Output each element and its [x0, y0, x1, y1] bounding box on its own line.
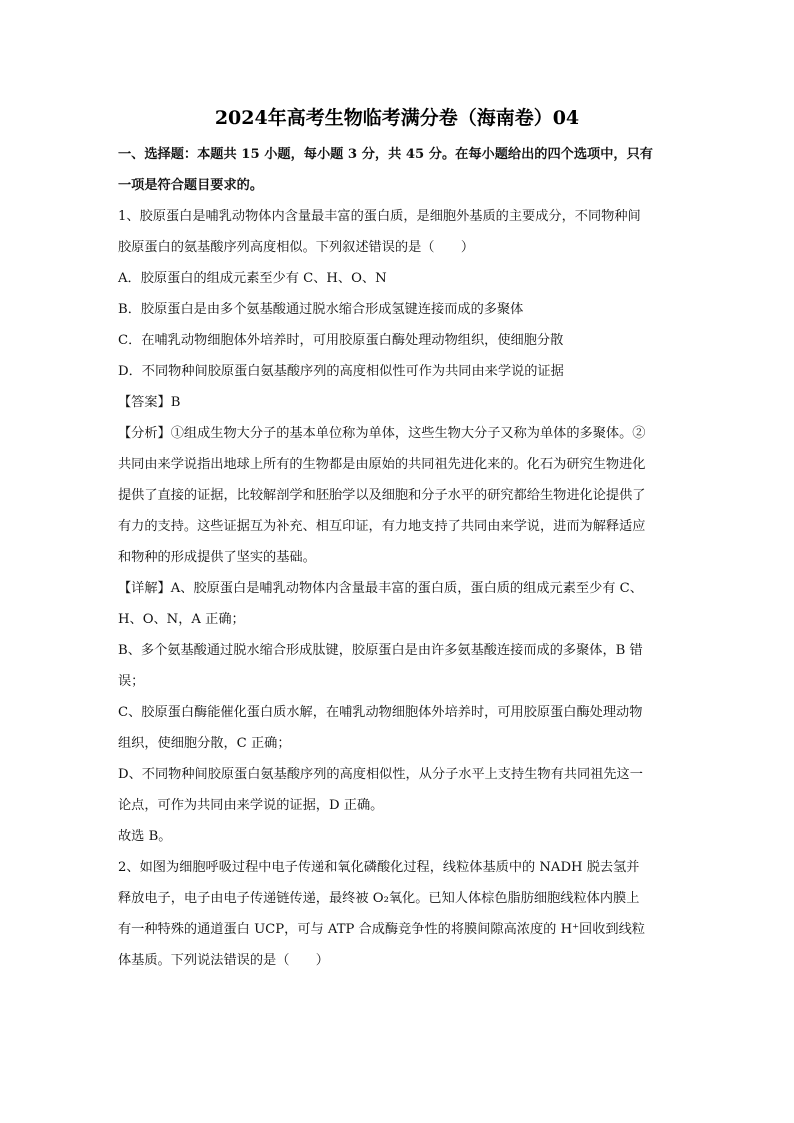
- question-2-stem-line-2: 释放电子，电子由电子传递链传递，最终被 O₂氧化。已知人体棕色脂肪细胞线粒体内膜上: [118, 891, 640, 906]
- question-2-stem-line-3: 有一种特殊的通道蛋白 UCP，可与 ATP 合成酶竞争性的将膜间隙高浓度的 H⁺回收到线粒: [118, 922, 645, 937]
- section-heading-line-2: 一项是符合题目要求的。: [118, 178, 264, 193]
- analysis-line-4: 有力的支持。这些证据互为补充、相互印证，有力地支持了共同由来学说，进而为解释适应: [118, 519, 646, 534]
- question-2-stem-line-1: 2、如图为细胞呼吸过程中电子传递和氧化磷酸化过程，线粒体基质中的 NADH 脱去氢并: [118, 860, 640, 875]
- detail-line-8: 论点，可作为共同由来学说的证据，D 正确。: [118, 798, 384, 813]
- question-1-stem-line-2: 胶原蛋白的氨基酸序列高度相似。下列叙述错误的是（ ）: [118, 240, 475, 255]
- analysis-line-3: 提供了直接的证据，比较解剖学和胚胎学以及细胞和分子水平的研究都给生物进化论提供了: [118, 488, 646, 503]
- analysis-line-5: 和物种的形成提供了坚实的基础。: [118, 550, 316, 565]
- question-1-option-b: B．胶原蛋白是由多个氨基酸通过脱水缩合形成氢键连接而成的多聚体: [118, 302, 524, 317]
- question-1-stem-line-1: 1、胶原蛋白是哺乳动物体内含量最丰富的蛋白质，是细胞外基质的主要成分，不同物种间: [118, 209, 641, 224]
- question-1-option-a: A．胶原蛋白的组成元素至少有 C、H、O、N: [118, 271, 387, 286]
- section-heading-line-1: 一、选择题：本题共 15 小题，每小题 3 分，共 45 分。在每小题给出的四个选项中，只有: [118, 147, 653, 162]
- detail-line-6: 组织，使细胞分散，C 正确；: [118, 736, 291, 751]
- detail-line-2: H、O、N，A 正确；: [118, 612, 245, 627]
- analysis-line-1: 【分析】①组成生物大分子的基本单位称为单体，这些生物大分子又称为单体的多聚体。②: [118, 426, 646, 441]
- detail-line-5: C、胶原蛋白酶能催化蛋白质水解，在哺乳动物细胞体外培养时，可用胶原蛋白酶处理动物: [118, 705, 643, 720]
- detail-line-3: B、多个氨基酸通过脱水缩合形成肽键，胶原蛋白是由许多氨基酸连接而成的多聚体，B 错: [118, 643, 643, 658]
- detail-line-1: 【详解】A、胶原蛋白是哺乳动物体内含量最丰富的蛋白质，蛋白质的组成元素至少有 C、: [118, 581, 643, 596]
- detail-line-7: D、不同物种间胶原蛋白氨基酸序列的高度相似性，从分子水平上支持生物有共同祖先这一: [118, 767, 643, 782]
- analysis-line-2: 共同由来学说指出地球上所有的生物都是由原始的共同祖先进化来的。化石为研究生物进化: [118, 457, 646, 472]
- question-1-answer: 【答案】B: [118, 395, 181, 410]
- question-1-option-c: C．在哺乳动物细胞体外培养时，可用胶原蛋白酶处理动物组织，使细胞分散: [118, 333, 564, 348]
- page-title: 2024年高考生物临考满分卷（海南卷）04: [214, 107, 580, 129]
- question-1-option-d: D．不同物种间胶原蛋白氨基酸序列的高度相似性可作为共同由来学说的证据: [118, 364, 564, 379]
- question-2-stem-line-4: 体基质。下列说法错误的是（ ）: [118, 953, 329, 968]
- final-choice-line: 故选 B。: [118, 829, 172, 844]
- detail-line-4: 误；: [118, 674, 145, 689]
